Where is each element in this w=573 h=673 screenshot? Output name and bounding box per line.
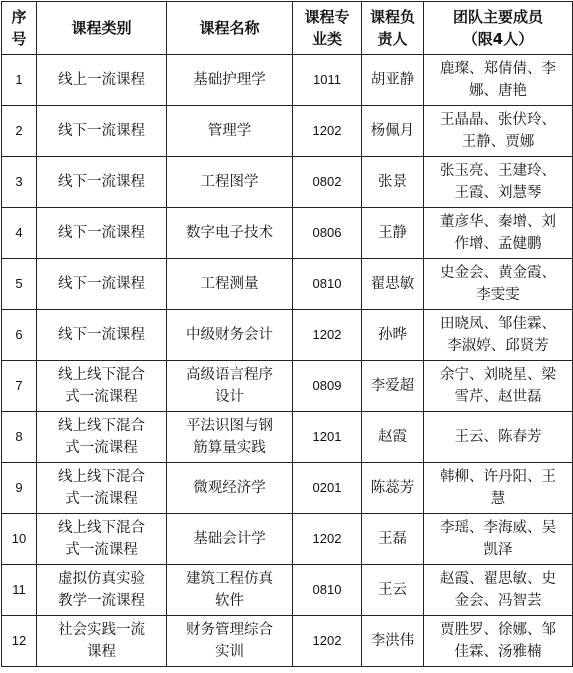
cell-name: 管理学: [167, 106, 293, 157]
cell-lead: 杨佩月: [362, 106, 424, 157]
cell-major: 1202: [293, 616, 362, 667]
cell-members: 张玉亮、王建玲、王霞、刘慧琴: [424, 157, 573, 208]
cell-seq: 9: [2, 463, 37, 514]
table-row: [2, 514, 573, 565]
cell-members: 赵霞、翟思敏、史金会、冯智芸: [424, 565, 573, 616]
cell-name: 平法识图与钢筋算量实践: [167, 412, 293, 463]
cell-seq: 10: [2, 514, 37, 565]
header-members: 团队主要成员（限4人）: [424, 2, 573, 55]
header-name: 课程名称: [167, 2, 293, 55]
cell-lead: 李爱超: [362, 361, 424, 412]
cell-members: 田晓凤、邹佳霖、李淑婷、邱贤芳: [424, 310, 573, 361]
cell-lead: 王静: [362, 208, 424, 259]
cell-seq: 6: [2, 310, 37, 361]
course-table: [1, 1, 573, 667]
cell-major: 0806: [293, 208, 362, 259]
cell-lead: 孙晔: [362, 310, 424, 361]
cell-name: 基础护理学: [167, 55, 293, 106]
cell-members: 韩柳、许丹阳、王慧: [424, 463, 573, 514]
cell-category: 线下一流课程: [37, 310, 167, 361]
cell-name: 工程测量: [167, 259, 293, 310]
cell-members: 贾胜罗、徐娜、邹佳霖、汤雅楠: [424, 616, 573, 667]
cell-seq: 8: [2, 412, 37, 463]
cell-seq: 1: [2, 55, 37, 106]
table-row: [2, 616, 573, 667]
cell-name: 基础会计学: [167, 514, 293, 565]
cell-category: 线上一流课程: [37, 55, 167, 106]
cell-seq: 7: [2, 361, 37, 412]
table-row: [2, 106, 573, 157]
cell-category: 社会实践一流课程: [37, 616, 167, 667]
header-major: 课程专业类: [293, 2, 362, 55]
cell-name: 中级财务会计: [167, 310, 293, 361]
table-row: [2, 208, 573, 259]
cell-category: 线下一流课程: [37, 106, 167, 157]
cell-major: 0810: [293, 259, 362, 310]
cell-members: 董彦华、秦增、刘作增、孟健鹏: [424, 208, 573, 259]
cell-seq: 12: [2, 616, 37, 667]
cell-lead: 胡亚静: [362, 55, 424, 106]
cell-lead: 王磊: [362, 514, 424, 565]
cell-lead: 赵霞: [362, 412, 424, 463]
table-row: [2, 310, 573, 361]
cell-category: 线下一流课程: [37, 208, 167, 259]
cell-major: 0810: [293, 565, 362, 616]
cell-major: 1202: [293, 106, 362, 157]
cell-members: 鹿璨、郑倩倩、李娜、唐艳: [424, 55, 573, 106]
cell-category: 虚拟仿真实验教学一流课程: [37, 565, 167, 616]
cell-seq: 5: [2, 259, 37, 310]
cell-major: 1202: [293, 310, 362, 361]
cell-category: 线上线下混合式一流课程: [37, 514, 167, 565]
cell-seq: 3: [2, 157, 37, 208]
table-row: [2, 565, 573, 616]
table-row: [2, 259, 573, 310]
cell-name: 建筑工程仿真软件: [167, 565, 293, 616]
cell-members: 王云、陈春芳: [424, 412, 573, 463]
table-header-row: [2, 2, 573, 55]
cell-name: 财务管理综合实训: [167, 616, 293, 667]
cell-category: 线上线下混合式一流课程: [37, 412, 167, 463]
cell-members: 余宁、刘晓星、梁雪芹、赵世磊: [424, 361, 573, 412]
cell-members: 李瑶、李海威、吴凯泽: [424, 514, 573, 565]
cell-major: 0802: [293, 157, 362, 208]
cell-major: 0201: [293, 463, 362, 514]
cell-major: 0809: [293, 361, 362, 412]
cell-name: 高级语言程序设计: [167, 361, 293, 412]
cell-members: 史金会、黄金霞、李雯雯: [424, 259, 573, 310]
cell-lead: 王云: [362, 565, 424, 616]
cell-lead: 翟思敏: [362, 259, 424, 310]
cell-lead: 李洪伟: [362, 616, 424, 667]
cell-seq: 2: [2, 106, 37, 157]
header-lead: 课程负责人: [362, 2, 424, 55]
table-row: [2, 412, 573, 463]
cell-members: 王晶晶、张伏玲、王静、贾娜: [424, 106, 573, 157]
cell-category: 线下一流课程: [37, 157, 167, 208]
cell-major: 1201: [293, 412, 362, 463]
header-category: 课程类别: [37, 2, 167, 55]
cell-name: 微观经济学: [167, 463, 293, 514]
table-row: [2, 463, 573, 514]
header-seq: 序号: [2, 2, 37, 55]
cell-name: 工程图学: [167, 157, 293, 208]
cell-seq: 11: [2, 565, 37, 616]
cell-category: 线上线下混合式一流课程: [37, 463, 167, 514]
table-row: [2, 157, 573, 208]
cell-name: 数字电子技术: [167, 208, 293, 259]
table-row: [2, 361, 573, 412]
cell-major: 1011: [293, 55, 362, 106]
cell-seq: 4: [2, 208, 37, 259]
table-body: [2, 55, 573, 667]
cell-category: 线上线下混合式一流课程: [37, 361, 167, 412]
cell-lead: 张景: [362, 157, 424, 208]
table-row: [2, 55, 573, 106]
cell-category: 线下一流课程: [37, 259, 167, 310]
cell-major: 1202: [293, 514, 362, 565]
cell-lead: 陈蕊芳: [362, 463, 424, 514]
